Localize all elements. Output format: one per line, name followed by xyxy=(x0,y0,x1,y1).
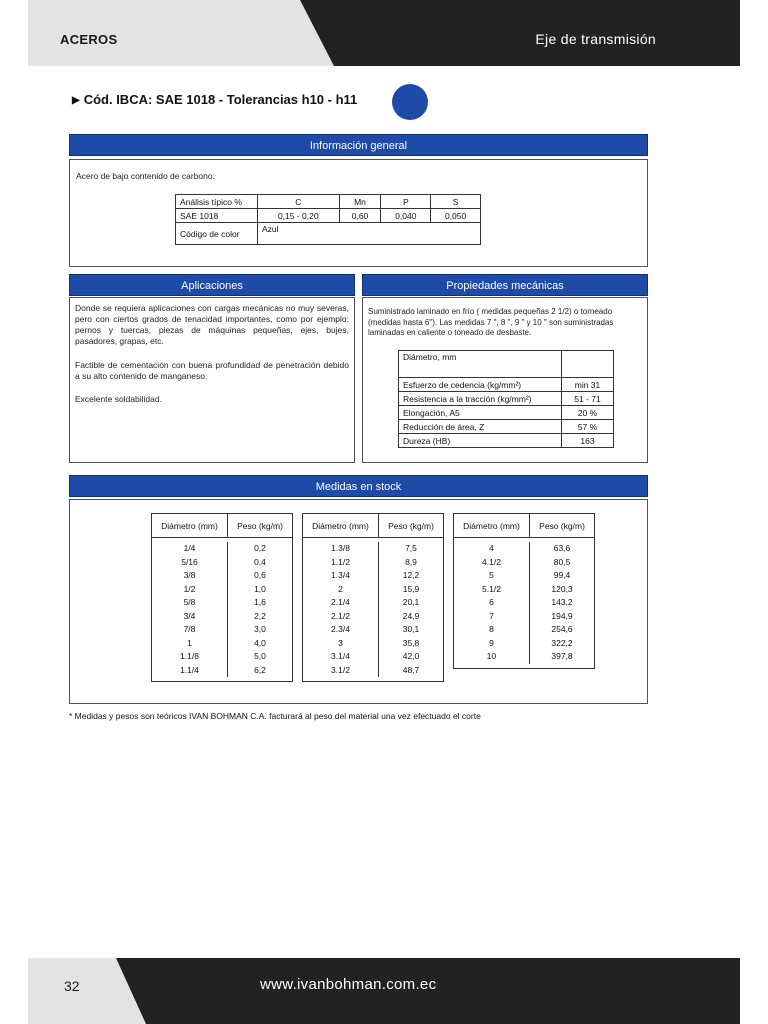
section-label: Eje de transmisión xyxy=(535,31,656,47)
general-info-box xyxy=(69,159,648,267)
diameter-cell: 1/2 xyxy=(183,583,196,594)
applications-title: Aplicaciones xyxy=(181,280,243,292)
mechanical-row-label: Dureza (HB) xyxy=(399,434,562,448)
diameter-column-header: Diámetro (mm) xyxy=(454,514,530,537)
diameter-cell: 1/4 xyxy=(183,543,196,553)
mechanical-row-label: Esfuerzo de cedencia (kg/mm²) xyxy=(399,378,562,392)
mechanical-row-value: 51 - 71 xyxy=(562,392,614,406)
analysis-header-cell: Mn xyxy=(339,195,381,209)
mechanical-row-value: min 31 xyxy=(562,378,614,392)
weight-cell: 5,0 xyxy=(254,651,266,661)
diameter-column xyxy=(152,542,228,677)
weight-cell: 3,0 xyxy=(254,624,266,634)
mechanical-box xyxy=(362,297,648,463)
weight-column-header: Peso (kg/m) xyxy=(237,521,283,531)
weight-cell: 0,2 xyxy=(254,543,266,553)
mechanical-row xyxy=(399,392,614,406)
diameter-cell: 1.3/8 xyxy=(331,543,350,553)
category-label: ACEROS xyxy=(60,32,118,47)
diameter-cell: 3.1/2 xyxy=(331,664,350,675)
color-code-label: Código de color xyxy=(176,223,258,245)
stock-table-header xyxy=(152,514,292,538)
stock-table-body xyxy=(152,538,292,681)
stock-table-body xyxy=(303,538,443,681)
weight-cell: 254,6 xyxy=(551,624,573,634)
diameter-cell: 5/8 xyxy=(183,597,196,607)
analysis-value-row xyxy=(176,209,481,223)
mechanical-title: Propiedades mecánicas xyxy=(446,280,564,292)
mechanical-row-value: 20 % xyxy=(562,406,614,420)
weight-cell: 15,9 xyxy=(402,583,420,594)
weight-cell: 30,1 xyxy=(402,624,420,634)
mechanical-description: Suministrado laminado en frío ( medidas pequeñas 2 1/2) o torneado (medidas hasta 6"). Las medidas 7 ", 8 ", 9 " y 10 " son suministradas laminadas en caliente o toneado de desbaste. xyxy=(368,307,614,337)
weight-cell: 4,0 xyxy=(254,637,266,648)
analysis-value-cell: 0,050 xyxy=(431,209,481,223)
stock-table-1 xyxy=(151,513,293,682)
mechanical-row-value: 57 % xyxy=(562,420,614,434)
weight-cell: 12,2 xyxy=(402,570,420,580)
general-info-bar xyxy=(69,134,648,156)
weight-cell: 8,9 xyxy=(405,556,417,567)
diameter-cell: 6 xyxy=(489,597,494,607)
diameter-cell: 2.1/2 xyxy=(331,610,350,621)
page-header xyxy=(28,0,740,66)
analysis-header-cell: P xyxy=(381,195,431,209)
diameter-column xyxy=(303,542,379,677)
mechanical-row-label: Elongación, A5 xyxy=(399,406,562,420)
weight-cell: 6,2 xyxy=(254,664,266,675)
diameter-cell: 9 xyxy=(489,637,494,648)
diameter-column-header: Diámetro (mm) xyxy=(152,514,228,537)
stock-title: Medidas en stock xyxy=(315,481,402,493)
color-code-swatch xyxy=(392,84,428,120)
general-info-title: Información general xyxy=(309,140,408,152)
mechanical-row xyxy=(399,420,614,434)
analysis-value-cell: 0,040 xyxy=(381,209,431,223)
stock-table-2 xyxy=(302,513,444,682)
weight-column xyxy=(530,542,594,664)
mechanical-row xyxy=(399,434,614,448)
weight-cell: 2,2 xyxy=(254,610,266,621)
code-title xyxy=(72,92,357,107)
diameter-cell: 1 xyxy=(187,637,192,648)
diameter-cell: 3/8 xyxy=(183,570,196,580)
page-footer xyxy=(28,958,740,1024)
weight-cell: 42,0 xyxy=(402,651,420,661)
diameter-cell: 5 xyxy=(489,570,494,580)
stock-note: * Medidas y pesos son teóricos IVAN BOHMAN C.A. facturará al peso del material una vez efectuado el corte xyxy=(69,711,481,721)
stock-table-header xyxy=(303,514,443,538)
diameter-cell: 7/8 xyxy=(183,624,196,634)
weight-cell: 35,8 xyxy=(402,637,420,648)
mechanical-header-empty xyxy=(562,351,614,378)
mechanical-table xyxy=(398,350,614,448)
diameter-cell: 1.1/2 xyxy=(331,556,350,567)
diameter-cell: 3/4 xyxy=(183,610,196,621)
color-code-row xyxy=(176,223,481,245)
general-description: Acero de bajo contenido de carbono. xyxy=(76,171,215,181)
diameter-cell: 3 xyxy=(338,637,343,648)
weight-cell: 48,7 xyxy=(402,664,420,675)
diameter-cell: 5/16 xyxy=(181,556,198,567)
stock-table-body xyxy=(454,538,594,668)
diameter-column xyxy=(454,542,530,664)
analysis-value-cell: 0,15 - 0,20 xyxy=(258,209,340,223)
diameter-cell: 2 xyxy=(338,583,343,594)
diameter-cell: 10 xyxy=(486,651,497,661)
analysis-value-cell: SAE 1018 xyxy=(176,209,258,223)
weight-column xyxy=(379,542,443,677)
diameter-cell: 4.1/2 xyxy=(482,556,501,567)
weight-column-header: Peso (kg/m) xyxy=(388,521,434,531)
diameter-cell: 4 xyxy=(489,543,494,553)
page-number: 32 xyxy=(64,978,80,994)
mechanical-row-label: Reducción de área, Z xyxy=(399,420,562,434)
weight-cell: 0,6 xyxy=(254,570,266,580)
applications-p2: Factible de cementación con buena profundidad de penetración debido a su alto contenido de manganeso. xyxy=(75,360,349,381)
weight-cell: 120,3 xyxy=(551,583,573,594)
diameter-cell: 1.3/4 xyxy=(331,570,350,580)
analysis-header-cell: Análisis típico % xyxy=(176,195,258,209)
weight-cell: 63,6 xyxy=(553,543,571,553)
triangle-right-icon: ▶ xyxy=(72,95,80,106)
diameter-cell: 3.1/4 xyxy=(331,651,350,661)
stock-table-3 xyxy=(453,513,595,669)
applications-bar xyxy=(69,274,355,296)
analysis-value-cell: 0,60 xyxy=(339,209,381,223)
analysis-header-cell: C xyxy=(258,195,340,209)
diameter-cell: 2.1/4 xyxy=(331,597,350,607)
mechanical-row xyxy=(399,378,614,392)
diameter-cell: 1.1/4 xyxy=(180,664,199,675)
weight-column-header: Peso (kg/m) xyxy=(539,521,585,531)
diameter-cell: 5.1/2 xyxy=(482,583,501,594)
weight-column xyxy=(228,542,292,677)
code-title-text: Cód. IBCA: SAE 1018 - Tolerancias h10 - h11 xyxy=(83,92,358,107)
diameter-cell: 7 xyxy=(489,610,494,621)
applications-box xyxy=(69,297,355,463)
analysis-table xyxy=(175,194,481,245)
weight-cell: 1,6 xyxy=(254,597,266,607)
mechanical-header-row xyxy=(399,351,614,378)
weight-cell: 24,9 xyxy=(402,610,420,621)
weight-cell: 99,4 xyxy=(553,570,571,580)
stock-table-header xyxy=(454,514,594,538)
website-url: www.ivanbohman.com.ec xyxy=(260,976,437,993)
diameter-column-header: Diámetro (mm) xyxy=(303,514,379,537)
mechanical-row-label: Resistencia a la tracción (kg/mm²) xyxy=(399,392,562,406)
diameter-cell: 2.3/4 xyxy=(331,624,350,634)
mechanical-bar xyxy=(362,274,648,296)
weight-cell: 194,9 xyxy=(551,610,573,621)
diameter-cell: 8 xyxy=(489,624,494,634)
stock-bar xyxy=(69,475,648,497)
weight-cell: 322,2 xyxy=(551,637,573,648)
weight-cell: 7,5 xyxy=(405,543,417,553)
mechanical-header-cell: Diámetro, mm xyxy=(399,351,562,378)
analysis-header-cell: S xyxy=(431,195,481,209)
weight-cell: 20,1 xyxy=(402,597,420,607)
color-code-value: Azul xyxy=(258,223,481,245)
mechanical-row-value: 163 xyxy=(562,434,614,448)
weight-cell: 80,5 xyxy=(553,556,571,567)
weight-cell: 1,0 xyxy=(254,583,266,594)
applications-p3: Excelente soldabilidad. xyxy=(75,394,162,404)
applications-p1: Donde se requiera aplicaciones con cargas mecánicas no muy severas, pero con ciertos grados de tenacidad importantes, como por ejemplo: pernos y tuercas, piezas de máquinas pequeñas, ejes, bujes, pasadores, grapas, etc. xyxy=(75,303,349,346)
weight-cell: 0,4 xyxy=(254,556,266,567)
mechanical-row xyxy=(399,406,614,420)
analysis-header-row xyxy=(176,195,481,209)
weight-cell: 397,8 xyxy=(551,651,573,661)
diameter-cell: 1.1/8 xyxy=(180,651,199,661)
weight-cell: 143,2 xyxy=(551,597,573,607)
